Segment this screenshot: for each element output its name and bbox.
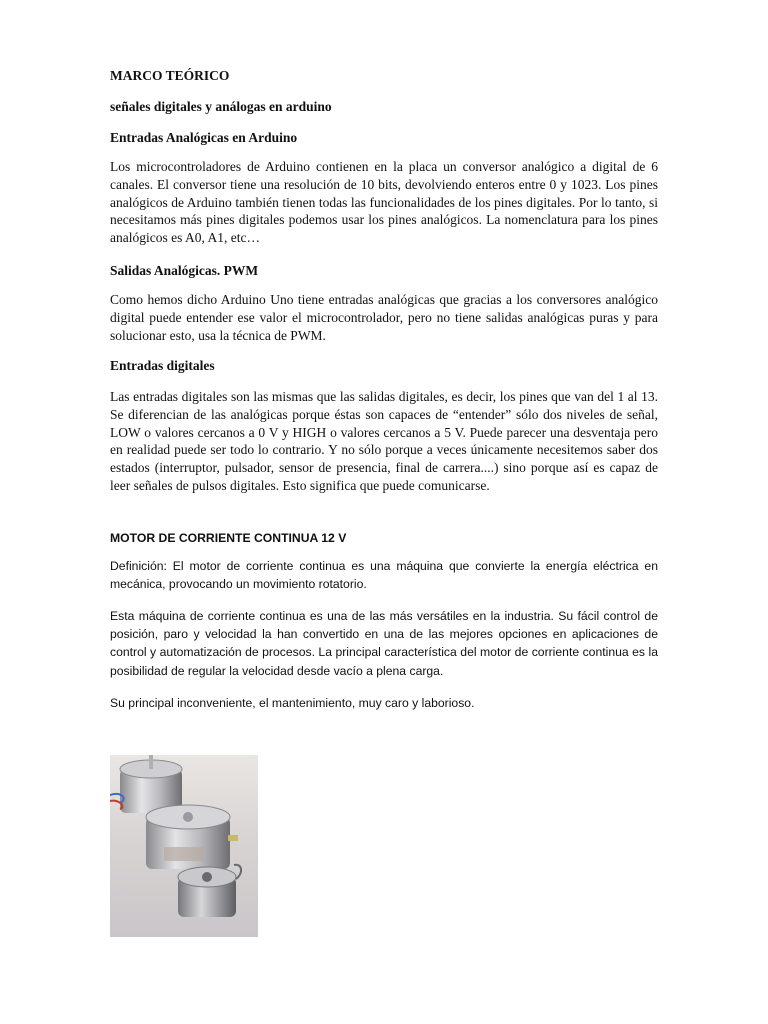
dc-motor-photo	[110, 755, 258, 937]
paragraph-entradas-analogicas: Los microcontroladores de Arduino contienen en la placa un conversor analógico a digital de 6 canales. El conversor tiene una resolución de 10 bits, devolviendo enteros entre 0 y 1023. Los pines analógicos de Arduino también tienen todas las funcionalidades de los pines digitales. Por lo tanto, si necesitamos más pines digitales podemos usar los pines analógicos. La nomenclatura para los pines analógicos es A0, A1, etc…	[110, 159, 658, 246]
dc-motor-illustration	[110, 755, 258, 937]
paragraph-salidas-analogicas: Como hemos dicho Arduino Uno tiene entradas analógicas que gracias a los conversores analógico digital puede entender ese valor el microcontrolador, pero no tiene salidas analógicas puras y para solucionar esto, usa la técnica de PWM.	[110, 292, 658, 343]
heading-motor-cc: MOTOR DE CORRIENTE CONTINUA 12 V	[110, 531, 347, 545]
heading-salidas-analogicas: Salidas Analógicas. PWM	[110, 263, 259, 278]
paragraph-versatilidad: Esta máquina de corriente continua es una de las más versátiles en la industria. Su fácil control de posición, paro y velocidad la han convertido en una de las mejores opciones en aplicaciones de control y automatización de procesos. La principal característica del motor de corriente continua es la posibilidad de regular la velocidad desde vacío a plena carga.	[110, 609, 658, 678]
heading-senales: señales digitales y análogas en arduino	[110, 99, 332, 114]
heading-entradas-digitales: Entradas digitales	[110, 358, 215, 373]
heading-entradas-analogicas: Entradas Analógicas en Arduino	[110, 130, 298, 145]
heading-marco-teorico: MARCO TEÓRICO	[110, 68, 230, 83]
paragraph-definicion: Definición: El motor de corriente continua es una máquina que convierte la energía eléctrica en mecánica, provocando un movimiento rotatorio.	[110, 559, 658, 592]
paragraph-inconveniente: Su principal inconveniente, el mantenimiento, muy caro y laborioso.	[110, 696, 475, 710]
paragraph-entradas-digitales: Las entradas digitales son las mismas que las salidas digitales, es decir, los pines que van del 1 al 13. Se diferencian de las analógicas porque éstas son capaces de “entender” sólo dos niveles de señal, LOW o valores cercanos a 0 V y HIGH o valores cercanos a 5 V. Puede parecer una desventaja pero en realidad puede ser todo lo contrario. Y no sólo porque a veces únicamente necesitemos saber dos estados (interruptor, pulsador, sensor de presencia, final de carrera....) sino porque así es capaz de leer señales de pulsos digitales. Esto significa que puede comunicarse.	[110, 389, 658, 493]
